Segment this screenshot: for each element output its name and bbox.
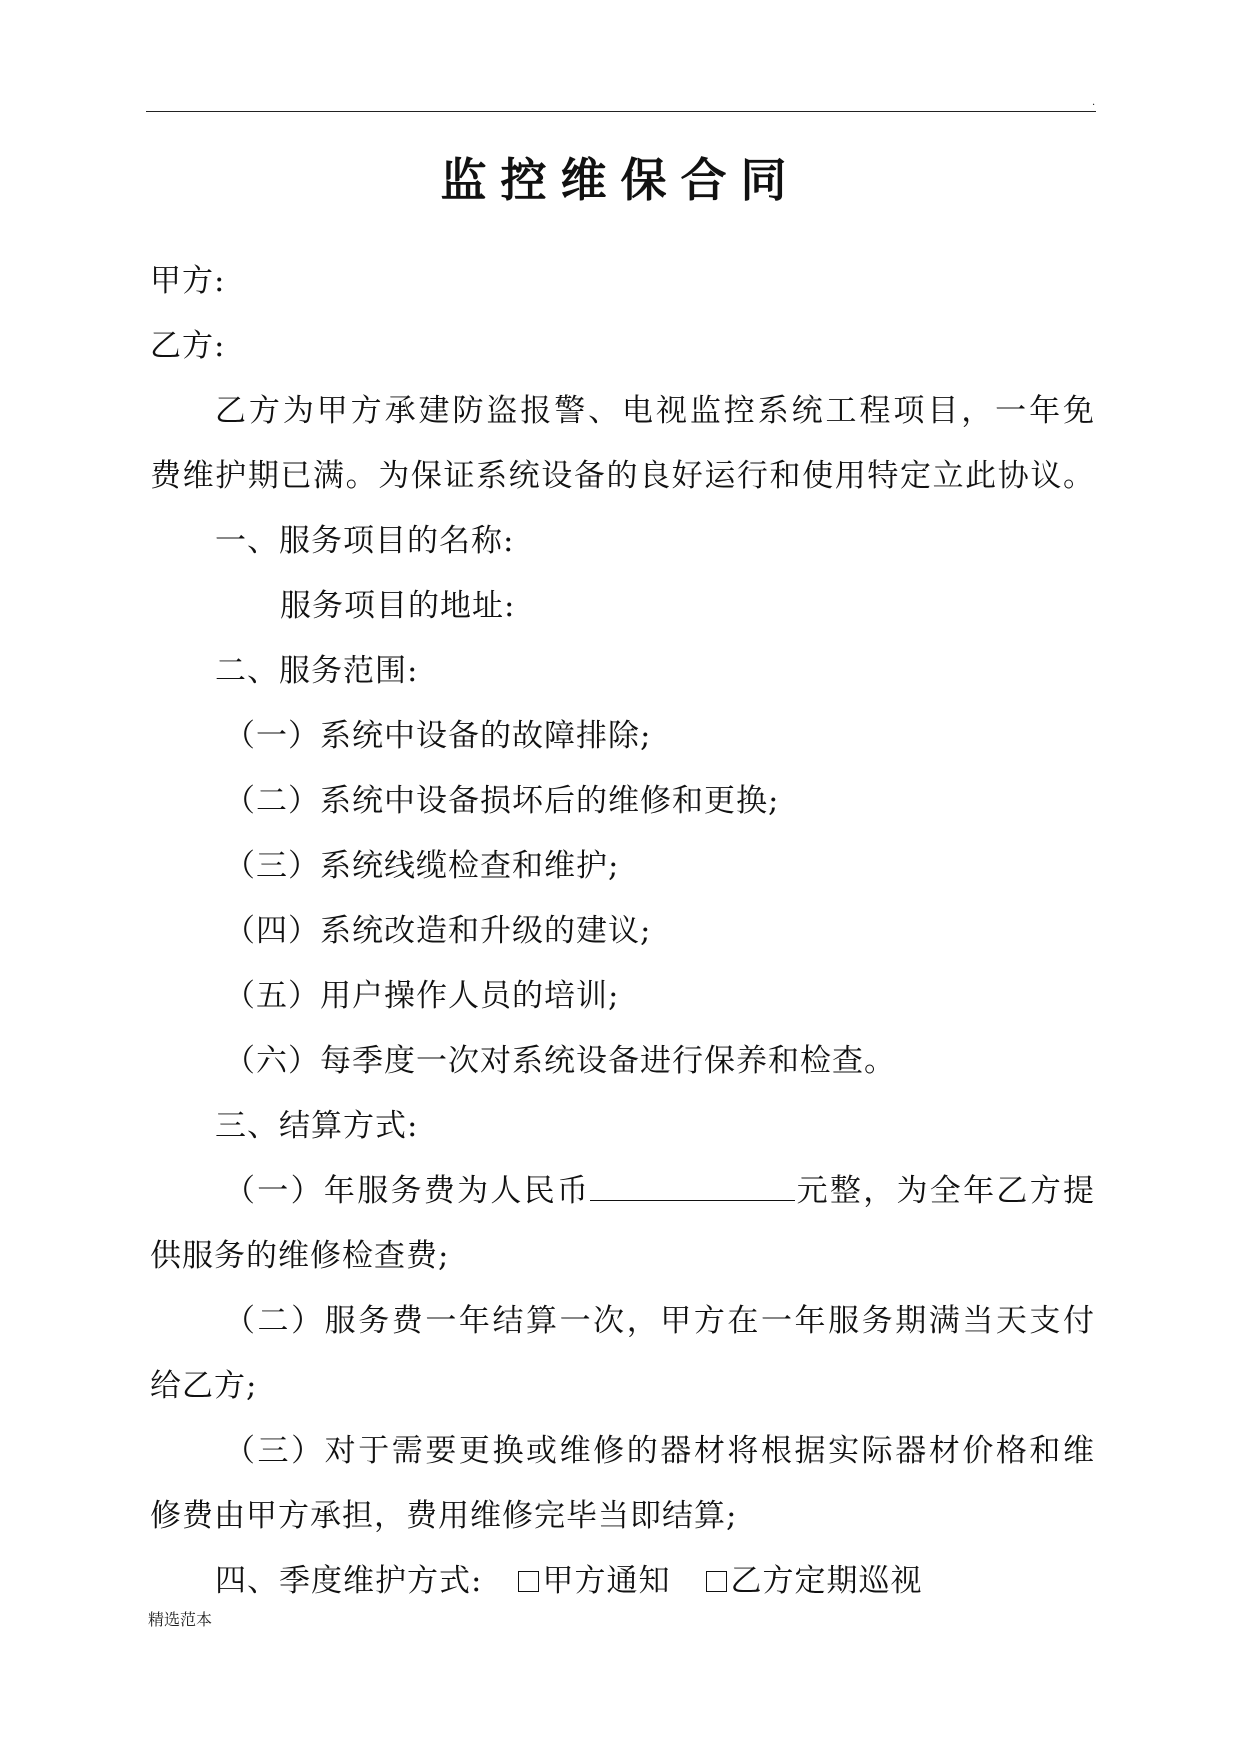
section-2-heading: 二、服务范围: (215, 653, 419, 689)
intro-line-2: 费维护期已满。为保证系统设备的良好运行和使用特定立此协议。 (150, 458, 1095, 494)
option-party-b-patrol: 乙方定期巡视 (730, 1563, 923, 1599)
checkbox-party-b-patrol[interactable] (706, 1571, 727, 1592)
section-3-heading: 三、结算方式: (215, 1108, 419, 1144)
payment-line-1: （二）服务费一年结算一次，甲方在一年服务期满当天支付 (224, 1303, 1095, 1339)
footer-label: 精选范本 (148, 1610, 213, 1629)
fee-line-cont: 供服务的维修检查费; (150, 1238, 450, 1274)
parts-line-2: 修费由甲方承担，费用维修完毕当即结算; (150, 1498, 738, 1534)
scope-item: （四）系统改造和升级的建议; (224, 913, 652, 949)
scope-item: （三）系统线缆检查和维护; (224, 848, 620, 884)
scope-item: （一）系统中设备的故障排除; (224, 718, 652, 754)
scope-item: （六）每季度一次对系统设备进行保养和检查。 (224, 1043, 896, 1079)
party-a-line: 甲方: (150, 263, 226, 299)
checkbox-party-a-notice[interactable] (518, 1571, 539, 1592)
fee-suffix: 元整，为全年乙方提 (795, 1173, 1096, 1209)
section-4-label: 四、季度维护方式: (215, 1563, 483, 1599)
scope-item: （二）系统中设备损坏后的维修和更换; (224, 783, 780, 819)
header-rule (146, 111, 1096, 112)
party-b-line: 乙方: (150, 328, 226, 364)
fee-line (150, 1159, 1095, 1224)
document-title: 监控维保合同 (440, 153, 801, 207)
fee-prefix: （一）年服务费为人民币 (224, 1173, 591, 1209)
fee-amount-blank (590, 1174, 795, 1201)
header-mark: . (1092, 97, 1096, 108)
section-1-address: 服务项目的地址: (280, 588, 516, 624)
section-4-line (150, 1549, 1095, 1614)
parts-line-1: （三）对于需要更换或维修的器材将根据实际器材价格和维 (224, 1433, 1095, 1469)
option-party-a-notice: 甲方通知 (542, 1563, 671, 1599)
section-1-name: 一、服务项目的名称: (215, 523, 515, 559)
payment-line-2: 给乙方; (150, 1368, 258, 1404)
scope-item: （五）用户操作人员的培训; (224, 978, 620, 1014)
intro-line-1: 乙方为甲方承建防盗报警、电视监控系统工程项目，一年免 (215, 393, 1095, 429)
contract-body (150, 249, 1095, 1614)
